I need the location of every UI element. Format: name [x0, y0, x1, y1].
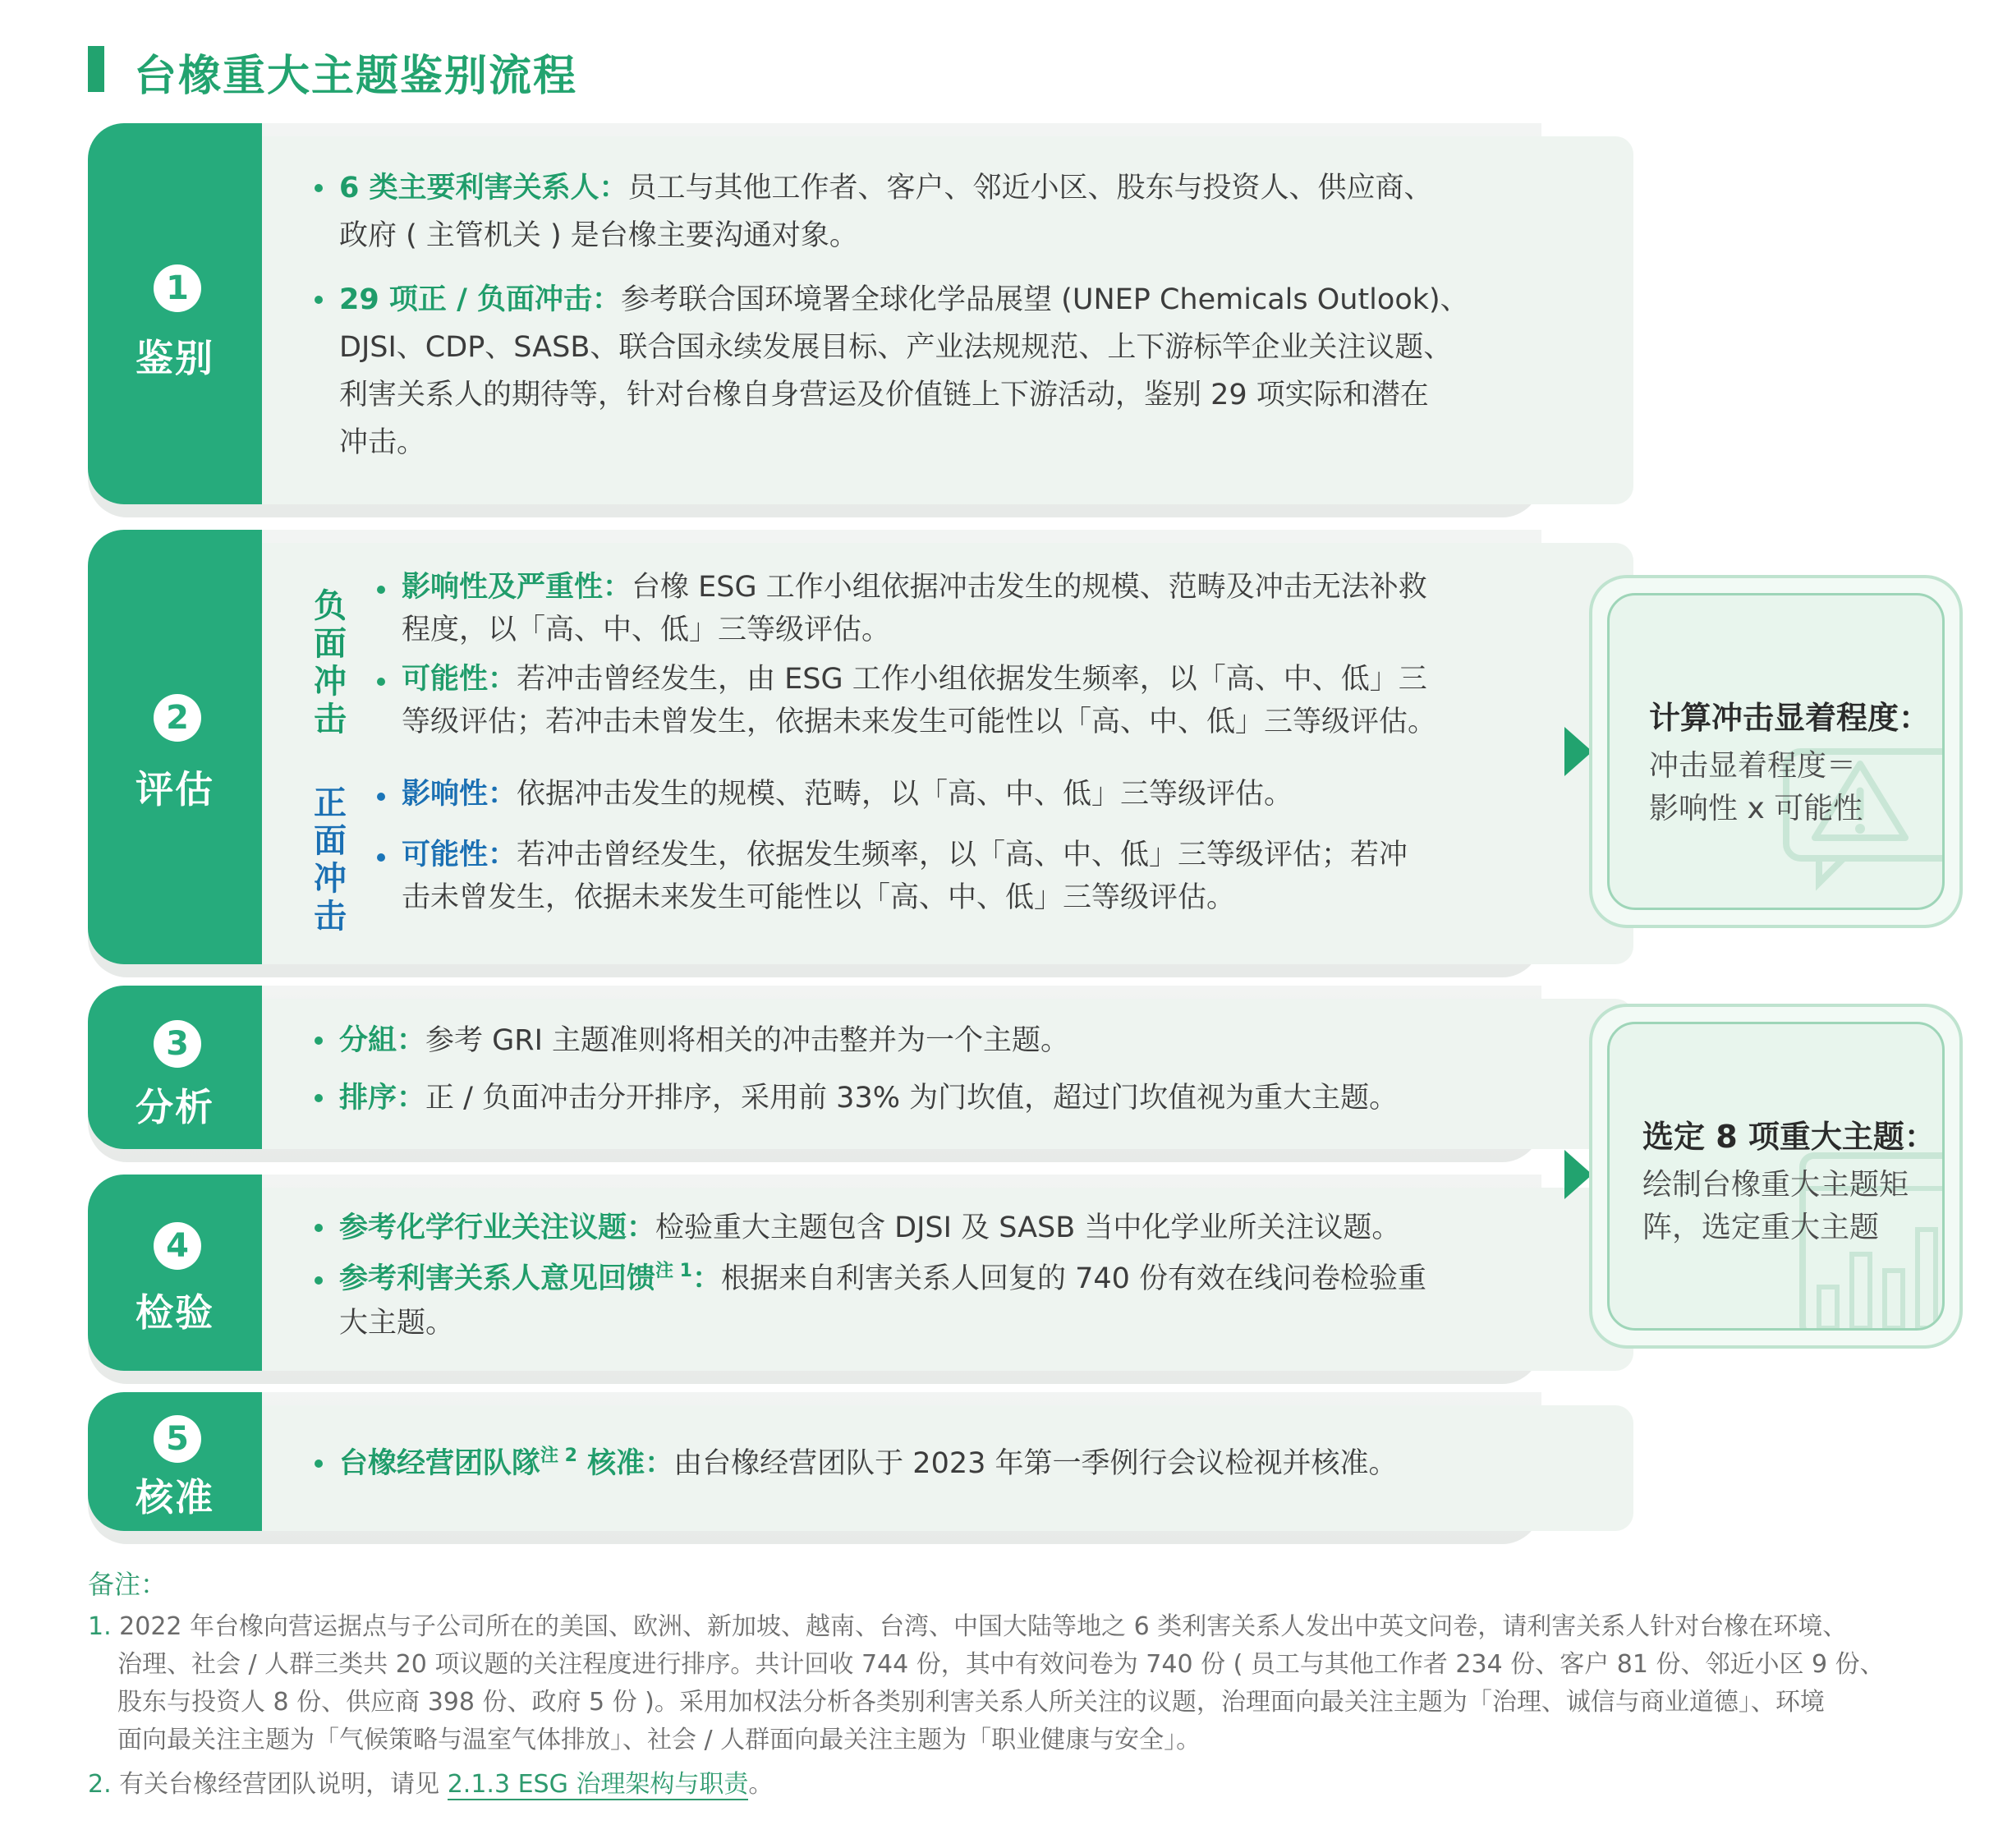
side-box-title: 选定 8 项重大主题： — [1642, 1119, 1936, 1155]
bullet-dot — [377, 853, 385, 862]
arrow-right-icon — [1564, 1150, 1592, 1199]
bullet-item: 分組：参考 GRI 主题准则将相关的冲击整并为一个主题。 — [339, 1017, 1069, 1064]
governance-section-link[interactable]: 2.1.3 ESG 治理架构与职责 — [447, 1770, 749, 1799]
step-number-badge: 5 — [154, 1415, 201, 1463]
side-box-material-topics — [1589, 1004, 1963, 1349]
step-label: 评估 — [136, 767, 214, 811]
step-label: 鉴别 — [136, 336, 214, 380]
bullet-item: 影响性及严重性：台橡 ESG 工作小组依据冲击发生的规模、范畴及冲击无法补救 程度，以「高、中、低」三等级评估。 — [402, 566, 1427, 651]
bullet-item: 台橡经营团队隊$^{注 2}$ 核准：由台橡经营团队于 2023 年第一季例行会议检视并核准。 — [339, 1440, 1398, 1487]
step-number-badge: 4 — [154, 1222, 201, 1270]
bullet-dot — [315, 1276, 323, 1285]
bullet-item: 参考化学行业关注议题：检验重大主题包含 DJSI 及 SASB 当中化学业所关注议题。 — [339, 1204, 1400, 1252]
notes-heading: 备注： — [88, 1569, 168, 1600]
step-tab — [88, 1175, 262, 1371]
note-item: 1. 2022 年台橡向营运据点与子公司所在的美国、欧洲、新加坡、越南、台湾、中国大陆等地之 6 类利害关系人发出中英文问卷，请利害关系人针对台橡在环境、 治理、社会 / 人群三类共 20 项议题的关注程度进行排序。共计回收 744 份，其中有效问卷为 740 份 ( 员工与其他工作者 234 份、客户 81 份、邻近小区 9 份、 股东与投资人 8 份、供应商 398 份、政府 5 份 )。采用加权法分析各类别利害关系人所关注的议题，治理面向最关注主题为「治理、诚信与商业道德」、环境 面向最关注主题为「气候策略与温室气体排放」、社会 / 人群面向最关注主题为「职业健康与安全」。 — [88, 1612, 1885, 1754]
bullet-dot — [315, 1460, 323, 1468]
bullet-dot — [377, 678, 385, 686]
step-label: 分析 — [136, 1085, 214, 1129]
step-tab — [88, 123, 262, 504]
step-number-badge: 3 — [154, 1020, 201, 1068]
footnote-ref[interactable]: 注 1 — [655, 1261, 692, 1281]
bullet-item: 可能性：若冲击曾经发生，由 ESG 工作小组依据发生频率，以「高、中、低」三 等级评估；若冲击未曾发生，依据未来发生可能性以「高、中、低」三等级评估。 — [402, 658, 1436, 743]
bullet-dot — [315, 1224, 323, 1232]
group-label-negative: 负 面 冲 击 — [314, 587, 347, 738]
step-tab — [88, 986, 262, 1149]
bullet-item: 排序：正 / 负面冲击分开排序，采用前 33% 为门坎值，超过门坎值视为重大主题。 — [339, 1074, 1398, 1122]
bullet-item: 影响性：依据冲击发生的规模、范畴，以「高、中、低」三等级评估。 — [402, 773, 1293, 816]
bullet-item: 29 项正 / 负面冲击：参考联合国环境署全球化学品展望 (UNEP Chemicals Outlook)、 DJSI、CDP、SASB、联合国永续发展目标、产业法规规范、上下游标竿企业关注议题、 利害关系人的期待等，针对台橡自身营运及价值链上下游活动，鉴别 29 项实际和潜在 冲击。 — [339, 276, 1469, 467]
side-box-inner — [1607, 593, 1945, 910]
bullet-dot — [315, 1037, 323, 1045]
side-box-inner — [1607, 1022, 1945, 1331]
bullet-dot — [315, 296, 323, 304]
bullet-dot — [377, 793, 385, 801]
group-label-positive: 正 面 冲 击 — [314, 784, 347, 935]
bullet-dot — [377, 586, 385, 594]
bullet-item: 6 类主要利害关系人：员工与其他工作者、客户、邻近小区、股东与投资人、供应商、 政府 ( 主管机关 ) 是台橡主要沟通对象。 — [339, 164, 1433, 260]
step-number-badge: 1 — [154, 264, 201, 312]
step-tab — [88, 1392, 262, 1531]
side-box-title: 计算冲击显着程度： — [1649, 700, 1931, 736]
side-box-significance — [1589, 575, 1963, 928]
step-label: 核准 — [136, 1475, 214, 1519]
title-accent-bar — [88, 46, 104, 92]
side-box-text: 绘制台橡重大主题矩 阵，选定重大主题 — [1642, 1168, 1909, 1244]
footnote-ref[interactable]: 注 2 — [540, 1446, 577, 1466]
arrow-right-icon — [1564, 727, 1592, 776]
step-label: 检验 — [136, 1290, 214, 1335]
step-number-badge: 2 — [154, 694, 201, 742]
bullet-item: 可能性：若冲击曾经发生，依据发生频率，以「高、中、低」三等级评估；若冲 击未曾发生，依据未来发生可能性以「高、中、低」三等级评估。 — [402, 834, 1408, 919]
step-tab — [88, 530, 262, 964]
side-box-text: 冲击显着程度＝ 影响性 x 可能性 — [1649, 749, 1863, 825]
bullet-item: 参考利害关系人意见回馈$^{注 1}$：根据来自利害关系人回复的 740 份有效在线问卷检验重 大主题。 — [339, 1257, 1426, 1345]
bullet-dot — [315, 1094, 323, 1102]
bullet-dot — [315, 184, 323, 192]
note-item: 2. 有关台橡经营团队说明，请见 2.1.3 ESG 治理架构与职责。 — [88, 1770, 774, 1799]
page-title: 台橡重大主题鉴别流程 — [134, 52, 578, 101]
